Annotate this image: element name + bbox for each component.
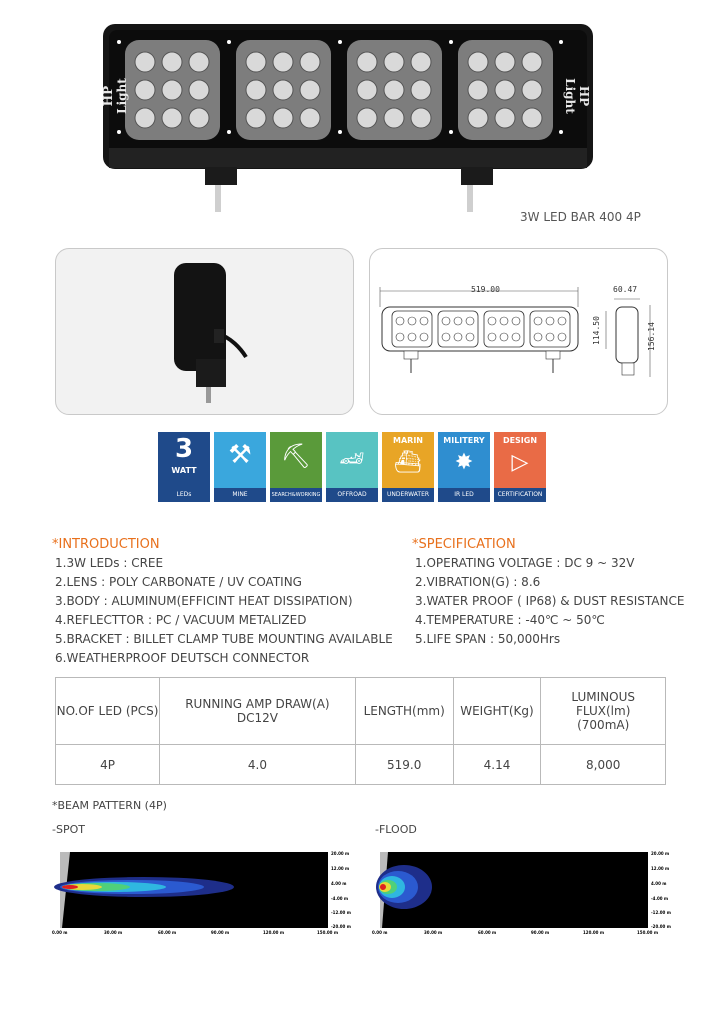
badge-title: MILITERY xyxy=(443,436,485,445)
list-item: 2.LENS : POLY CARBONATE / UV COATING xyxy=(55,575,302,589)
badge-certification xyxy=(494,432,546,500)
spot-beam-plot xyxy=(52,846,352,940)
table-header: LENGTH(mm) xyxy=(355,678,453,745)
pickaxe-icon: ⚒ xyxy=(228,440,252,470)
table-cell: 4P xyxy=(56,745,160,785)
flood-label: -FLOOD xyxy=(375,823,417,836)
table-header: RUNNING AMP DRAW(A) DC12V xyxy=(160,678,356,745)
list-item: 4.REFLECTTOR : PC / VACUUM METALIZED xyxy=(55,613,307,627)
badge-search-working xyxy=(270,432,322,500)
list-item: 5.LIFE SPAN : 50,000Hrs xyxy=(415,632,561,646)
x-tick-label: 120.00 m xyxy=(263,930,284,935)
table-header-row xyxy=(56,678,666,745)
technical-drawing-panel xyxy=(369,248,668,415)
table-header: WEIGHT(Kg) xyxy=(453,678,541,745)
y-tick-label: -20.00 m xyxy=(651,924,671,929)
spec-table xyxy=(55,677,666,785)
badge-label: OFFROAD xyxy=(326,488,378,502)
specification-section xyxy=(412,537,702,649)
side-view-panel xyxy=(55,248,354,415)
badge-offroad xyxy=(326,432,378,500)
x-tick-label: 30.00 m xyxy=(424,930,443,935)
oil-rig-icon: ⛏ xyxy=(280,442,312,470)
badge-mine xyxy=(214,432,266,500)
badge-leds xyxy=(158,432,210,500)
feature-badges xyxy=(158,432,558,502)
table-header: LUMINOUS FLUX(lm) (700mA) xyxy=(541,678,666,745)
race-car-icon: 🏎 xyxy=(339,446,365,470)
starburst-icon: ✸ xyxy=(454,450,474,475)
list-item: 3.BODY : ALUMINUM(EFFICINT HEAT DISSIPATION) xyxy=(55,594,353,608)
badge-label: CERTIFICATION xyxy=(494,488,546,502)
y-tick-label: 20.00 m xyxy=(331,851,350,856)
beam-heading: *BEAM PATTERN (4P) xyxy=(52,799,167,812)
list-item: 2.VIBRATION(G) : 8.6 xyxy=(415,575,541,589)
table-cell: 519.0 xyxy=(355,745,453,785)
table-cell: 4.0 xyxy=(160,745,356,785)
3-watt-icon: 3 xyxy=(174,434,194,464)
list-item: 5.BRACKET : BILLET CLAMP TUBE MOUNTING AVAILABLE xyxy=(55,632,393,646)
x-tick-label: 150.00 m xyxy=(637,930,658,935)
ship-icon: ⛴ xyxy=(394,450,422,475)
badge-ir-led xyxy=(438,432,490,500)
badge-label: UNDERWATER xyxy=(382,488,434,502)
design-triangle-icon: ▷ xyxy=(511,450,529,475)
x-tick-label: 150.00 m xyxy=(317,930,338,935)
table-row xyxy=(56,745,666,785)
x-tick-label: 60.00 m xyxy=(158,930,177,935)
badge-leds-title: WATT xyxy=(171,466,197,475)
dimension-height-outer: 156.14 xyxy=(646,322,656,351)
flood-beam-plot xyxy=(372,846,672,940)
x-tick-label: 0.00 m xyxy=(372,930,388,935)
dimension-height-inner: 114.50 xyxy=(591,316,601,345)
list-item: 6.WEATHERPROOF DEUTSCH CONNECTOR xyxy=(55,651,310,665)
y-tick-label: 20.00 m xyxy=(651,851,670,856)
y-tick-label: 12.00 m xyxy=(331,866,350,871)
y-tick-label: -4.00 m xyxy=(331,896,349,901)
x-tick-label: 60.00 m xyxy=(478,930,497,935)
badge-label: SEARCH&WORKING xyxy=(270,488,322,502)
badge-underwater xyxy=(382,432,434,500)
list-item: 3.WATER PROOF ( IP68) & DUST RESISTANCE xyxy=(415,594,685,608)
y-tick-label: -12.00 m xyxy=(651,910,671,915)
specification-heading: *SPECIFICATION xyxy=(412,537,516,552)
y-tick-label: -12.00 m xyxy=(331,910,351,915)
product-caption: 3W LED BAR 400 4P xyxy=(520,210,641,224)
x-tick-label: 90.00 m xyxy=(531,930,550,935)
y-tick-label: -20.00 m xyxy=(331,924,351,929)
x-tick-label: 120.00 m xyxy=(583,930,604,935)
badge-label: IR LED xyxy=(438,488,490,502)
y-tick-label: 12.00 m xyxy=(651,866,670,871)
x-tick-label: 90.00 m xyxy=(211,930,230,935)
table-header: NO.OF LED (PCS) xyxy=(56,678,160,745)
spot-label: -SPOT xyxy=(52,823,85,836)
table-cell: 4.14 xyxy=(453,745,541,785)
y-tick-label: 4.00 m xyxy=(331,881,347,886)
dimension-width: 60.47 xyxy=(613,285,638,294)
product-image xyxy=(95,22,600,217)
brand-logo-right: HP Light xyxy=(563,78,591,114)
introduction-section xyxy=(52,537,402,668)
introduction-heading: *INTRODUCTION xyxy=(52,537,160,552)
badge-title: DESIGN xyxy=(502,436,538,445)
badge-label: LEDs xyxy=(158,488,210,502)
dimension-length: 519.00 xyxy=(471,285,500,294)
list-item: 1.3W LEDs : CREE xyxy=(55,556,164,570)
badge-title: MARIN xyxy=(393,436,423,445)
list-item: 1.OPERATING VOLTAGE : DC 9 ~ 32V xyxy=(415,556,635,570)
brand-logo-left: HP Light xyxy=(101,78,129,114)
badge-label: MINE xyxy=(214,488,266,502)
x-tick-label: 0.00 m xyxy=(52,930,68,935)
table-cell: 8,000 xyxy=(541,745,666,785)
y-tick-label: -4.00 m xyxy=(651,896,669,901)
y-tick-label: 4.00 m xyxy=(651,881,667,886)
list-item: 4.TEMPERATURE : -40℃ ~ 50℃ xyxy=(415,613,605,627)
x-tick-label: 30.00 m xyxy=(104,930,123,935)
